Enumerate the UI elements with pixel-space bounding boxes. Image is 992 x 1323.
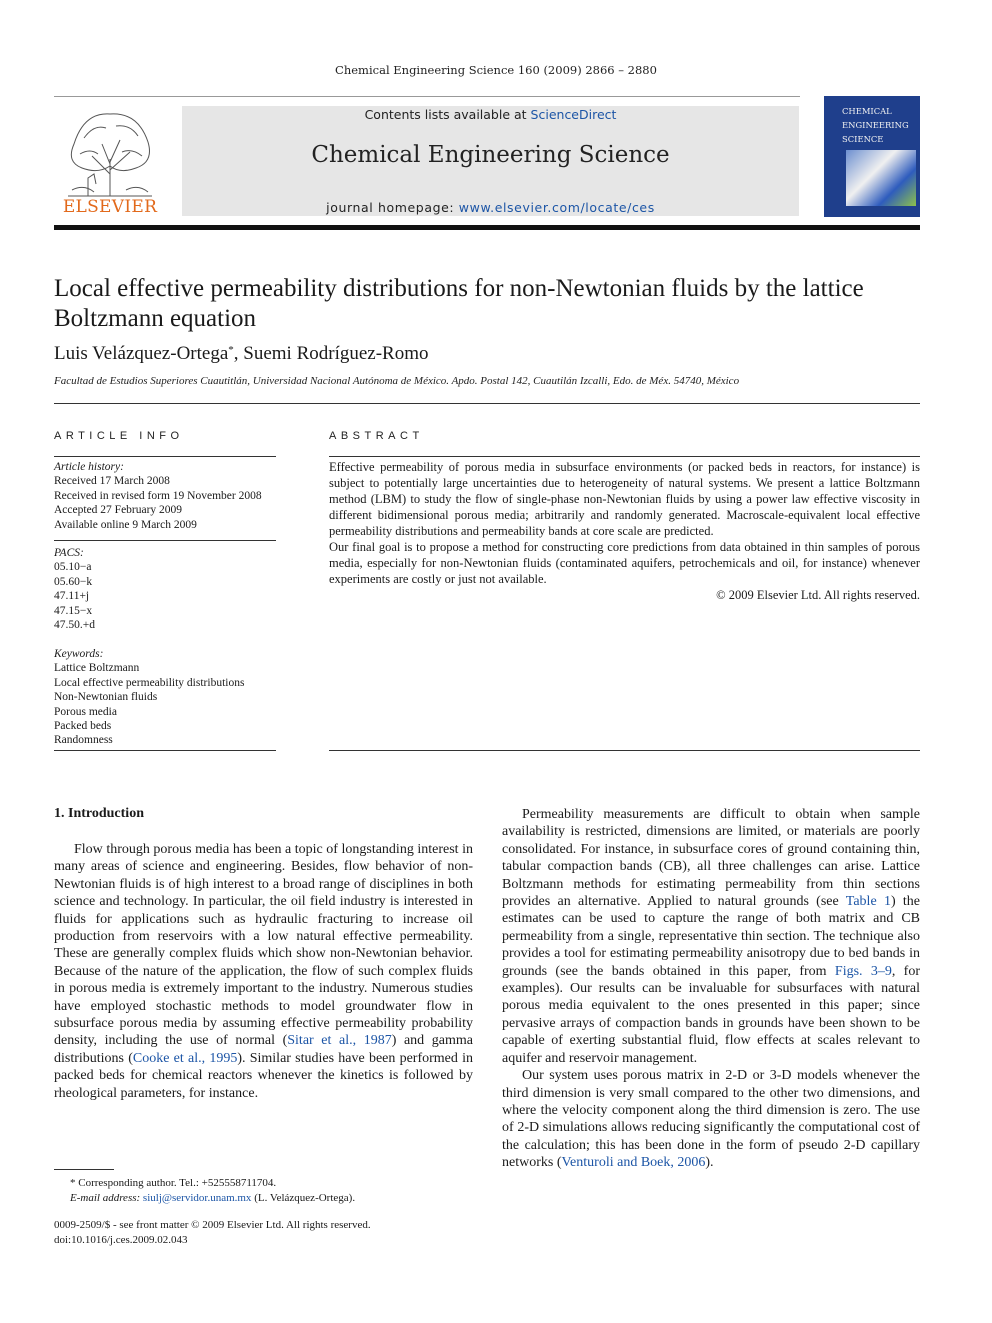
- abstract-body: [329, 459, 920, 603]
- footnote: [54, 1176, 474, 1206]
- table-link[interactable]: Table 1: [845, 894, 891, 910]
- history-item: Available online 9 March 2009: [54, 518, 197, 531]
- pacs-item: 47.15−x: [54, 604, 93, 617]
- keyword-item: Packed beds: [54, 720, 112, 733]
- corresponding-author-note: * Corresponding author. Tel.: +525558711704.: [70, 1177, 277, 1189]
- keyword-item: Local effective permeability distributions: [54, 676, 245, 689]
- pacs-item: 47.50.+d: [54, 619, 95, 632]
- front-matter-info: [54, 1218, 474, 1248]
- affiliation-rule: [54, 403, 920, 404]
- text-run: Our system uses porous matrix in 2-D or 3-D models whenever the third dimension is very small compared to the other two dimensions, and where the velocity component along the third dimension is zero. The use of 2-D simulations allows reducing significantly the computational cost of the calculation; this has been done in the form of pseudo 2-D capillary networks (: [502, 1068, 920, 1171]
- copyright-notice: © 2009 Elsevier Ltd. All rights reserved.: [716, 588, 920, 602]
- keyword-item: Porous media: [54, 705, 117, 718]
- cover-title-line: CHEMICAL: [842, 106, 892, 116]
- issn-line: 0009-2509/$ - see front matter © 2009 Elsevier Ltd. All rights reserved.: [54, 1219, 371, 1231]
- pacs-item: 47.11+j: [54, 590, 90, 603]
- contents-prefix: Contents lists available at: [364, 107, 531, 122]
- email-label: E-mail address:: [70, 1192, 143, 1204]
- body-paragraph: [502, 1067, 920, 1171]
- citation-link[interactable]: Cooke et al., 1995: [132, 1050, 238, 1066]
- abstract-rule: [329, 750, 920, 751]
- keyword-item: Randomness: [54, 734, 113, 747]
- text-run: ). Similar studies have been performed in packed beds for chemical reactors whenever the kinetics is followed by rheological parameters, for instance.: [54, 1050, 474, 1101]
- body-paragraph: [502, 806, 920, 1067]
- pacs-item: 05.10−a: [54, 561, 92, 574]
- article-info-label: ARTICLE INFO: [54, 430, 184, 442]
- cover-title-line: ENGINEERING: [842, 120, 909, 130]
- author-separator: ,: [233, 343, 244, 364]
- author-name[interactable]: Luis Velázquez-Ortega: [54, 343, 229, 364]
- history-heading: Article history:: [54, 461, 124, 473]
- abstract-paragraph: Our final goal is to propose a method for constructing core predictions from data obtained in thin samples of porous media, especially for non-Newtonian fluids (contaminated aquifers, petrochemicals and oil, for instance) whenever experiments are costly or just not available.: [329, 540, 920, 586]
- text-run: Permeability measurements are difficult to obtain when sample availability is restricted, dimensions are limited, or materials are poorly consolidated. For instance, in subsurface cores of ground containing thin, tabular compaction bands (CB), all three challenges can arise. Lattice Boltzmann methods for estimating permeability from thin sections provides an alternative. Applied to natural grounds (see: [502, 807, 920, 910]
- history-item: Received 17 March 2008: [54, 475, 170, 488]
- homepage-prefix: journal homepage:: [326, 200, 459, 215]
- citation-link[interactable]: Venturoli and Boek, 2006: [561, 1155, 706, 1171]
- pacs-item: 05.60−k: [54, 575, 93, 588]
- abstract-label: ABSTRACT: [329, 430, 424, 442]
- keywords-heading: Keywords:: [54, 648, 104, 660]
- text-run: ) the estimates can be used to capture the range of both matrix and CB permeability from a single, representative thin section. The technique also provides a tool for estimating permeability anisotropy due to bed bands in grounds (see the bands obtained in this paper, from: [502, 894, 921, 979]
- article-history: [54, 460, 276, 532]
- info-rule: [54, 540, 276, 541]
- journal-citation: Chemical Engineering Science 160 (2009) 2866 – 2880: [335, 63, 657, 77]
- right-column: [502, 806, 920, 1172]
- homepage-link[interactable]: www.elsevier.com/locate/ces: [458, 200, 655, 215]
- email-link[interactable]: siulj@servidor.unam.mx: [142, 1192, 252, 1204]
- abstract-paragraph: Effective permeability of porous media in subsurface environments (or packed beds in reactors, for instance) is subject to potentially large uncertainties due to heterogeneity of natural systems. We present a lattice Boltzmann method (LBM) to study the flow of single-phase non-Newtonian fluids by using a power law effective viscosity in different bidimensional porous media; arbitrarily and randomly generated. Macroscale-equivalent local effective permeability distributions and permeability bands at core scale are predicted.: [329, 460, 920, 538]
- pacs-heading: PACS:: [54, 547, 84, 559]
- corresponding-mark[interactable]: *: [228, 344, 234, 356]
- affiliation: Facultad de Estudios Superiores Cuautitlán, Universidad Nacional Autónoma de México. Apdo. Postal 142, Cuautilán Izcalli, Edo. de Méx. 54740, México: [54, 375, 740, 387]
- journal-title: Chemical Engineering Science: [311, 142, 670, 168]
- journal-homepage: [182, 200, 799, 215]
- abstract-rule: [329, 456, 920, 457]
- text-run: , for examples). Our results can be invaluable for subsurfaces with natural porous media equivalent to the ones presented in this paper; since pervasive arrays of compaction bands in grounds have been shown to be capable of exerting substantial fluid, flow effects at scales relevant to aquifer and reservoir management.: [502, 963, 921, 1066]
- info-rule: [54, 456, 276, 457]
- pacs-list: [54, 546, 276, 632]
- author-name[interactable]: Suemi Rodríguez-Romo: [243, 343, 429, 364]
- citation-link[interactable]: Sitar et al., 1987: [287, 1033, 392, 1049]
- keyword-item: Non-Newtonian fluids: [54, 691, 158, 704]
- info-rule: [54, 750, 276, 751]
- header-thick-rule: [54, 225, 920, 230]
- header-divider: [54, 96, 800, 97]
- body-paragraph: [54, 841, 473, 1102]
- history-item: Accepted 27 February 2009: [54, 504, 183, 517]
- keywords-list: [54, 647, 276, 748]
- contents-availability: [182, 107, 799, 122]
- text-run: ).: [705, 1155, 714, 1171]
- email-note: [54, 1191, 474, 1206]
- doi-line[interactable]: doi:10.1016/j.ces.2009.02.043: [54, 1234, 188, 1246]
- author-list: [54, 343, 429, 365]
- section-heading: 1. Introduction: [54, 806, 144, 821]
- figure-link[interactable]: Figs. 3–9: [834, 963, 892, 979]
- text-run: ) and gamma distributions (: [54, 1033, 473, 1066]
- cover-image: [846, 150, 916, 206]
- article-title: Local effective permeability distributions for non-Newtonian fluids by the lattice Boltzmann equation: [54, 275, 864, 332]
- cover-title-line: SCIENCE: [842, 134, 884, 144]
- sciencedirect-link[interactable]: ScienceDirect: [530, 107, 617, 122]
- text-run: Flow through porous media has been a topic of longstanding interest in many areas of science and engineering. Besides, flow behavior of non-Newtonian fluids is of high interest to a broad range of disciplines in both science and technology. In particular, the oil field industry is interested in fluids for applications such as hydraulic fracturing to increase oil production from reservoirs with a low natural effective permeability. These are generally complex fluids which show non-Newtonian behavior. Because of the nature of the application, the flow of such complex fluids in porous media is extremely important to the industry. Numerous studies have employed stochastic methods to model groundwater flow in subsurface porous media by assuming effective permeability probability density, including the use of normal (: [54, 842, 473, 1049]
- left-column: [54, 841, 473, 1102]
- publisher-name: ELSEVIER: [62, 197, 158, 217]
- history-item: Received in revised form 19 November 2008: [54, 489, 262, 502]
- footnote-rule: [54, 1169, 114, 1170]
- keyword-item: Lattice Boltzmann: [54, 662, 140, 675]
- journal-cover: [824, 96, 920, 217]
- email-tail: (L. Velázquez-Ortega).: [251, 1192, 356, 1204]
- cover-title: [842, 104, 920, 146]
